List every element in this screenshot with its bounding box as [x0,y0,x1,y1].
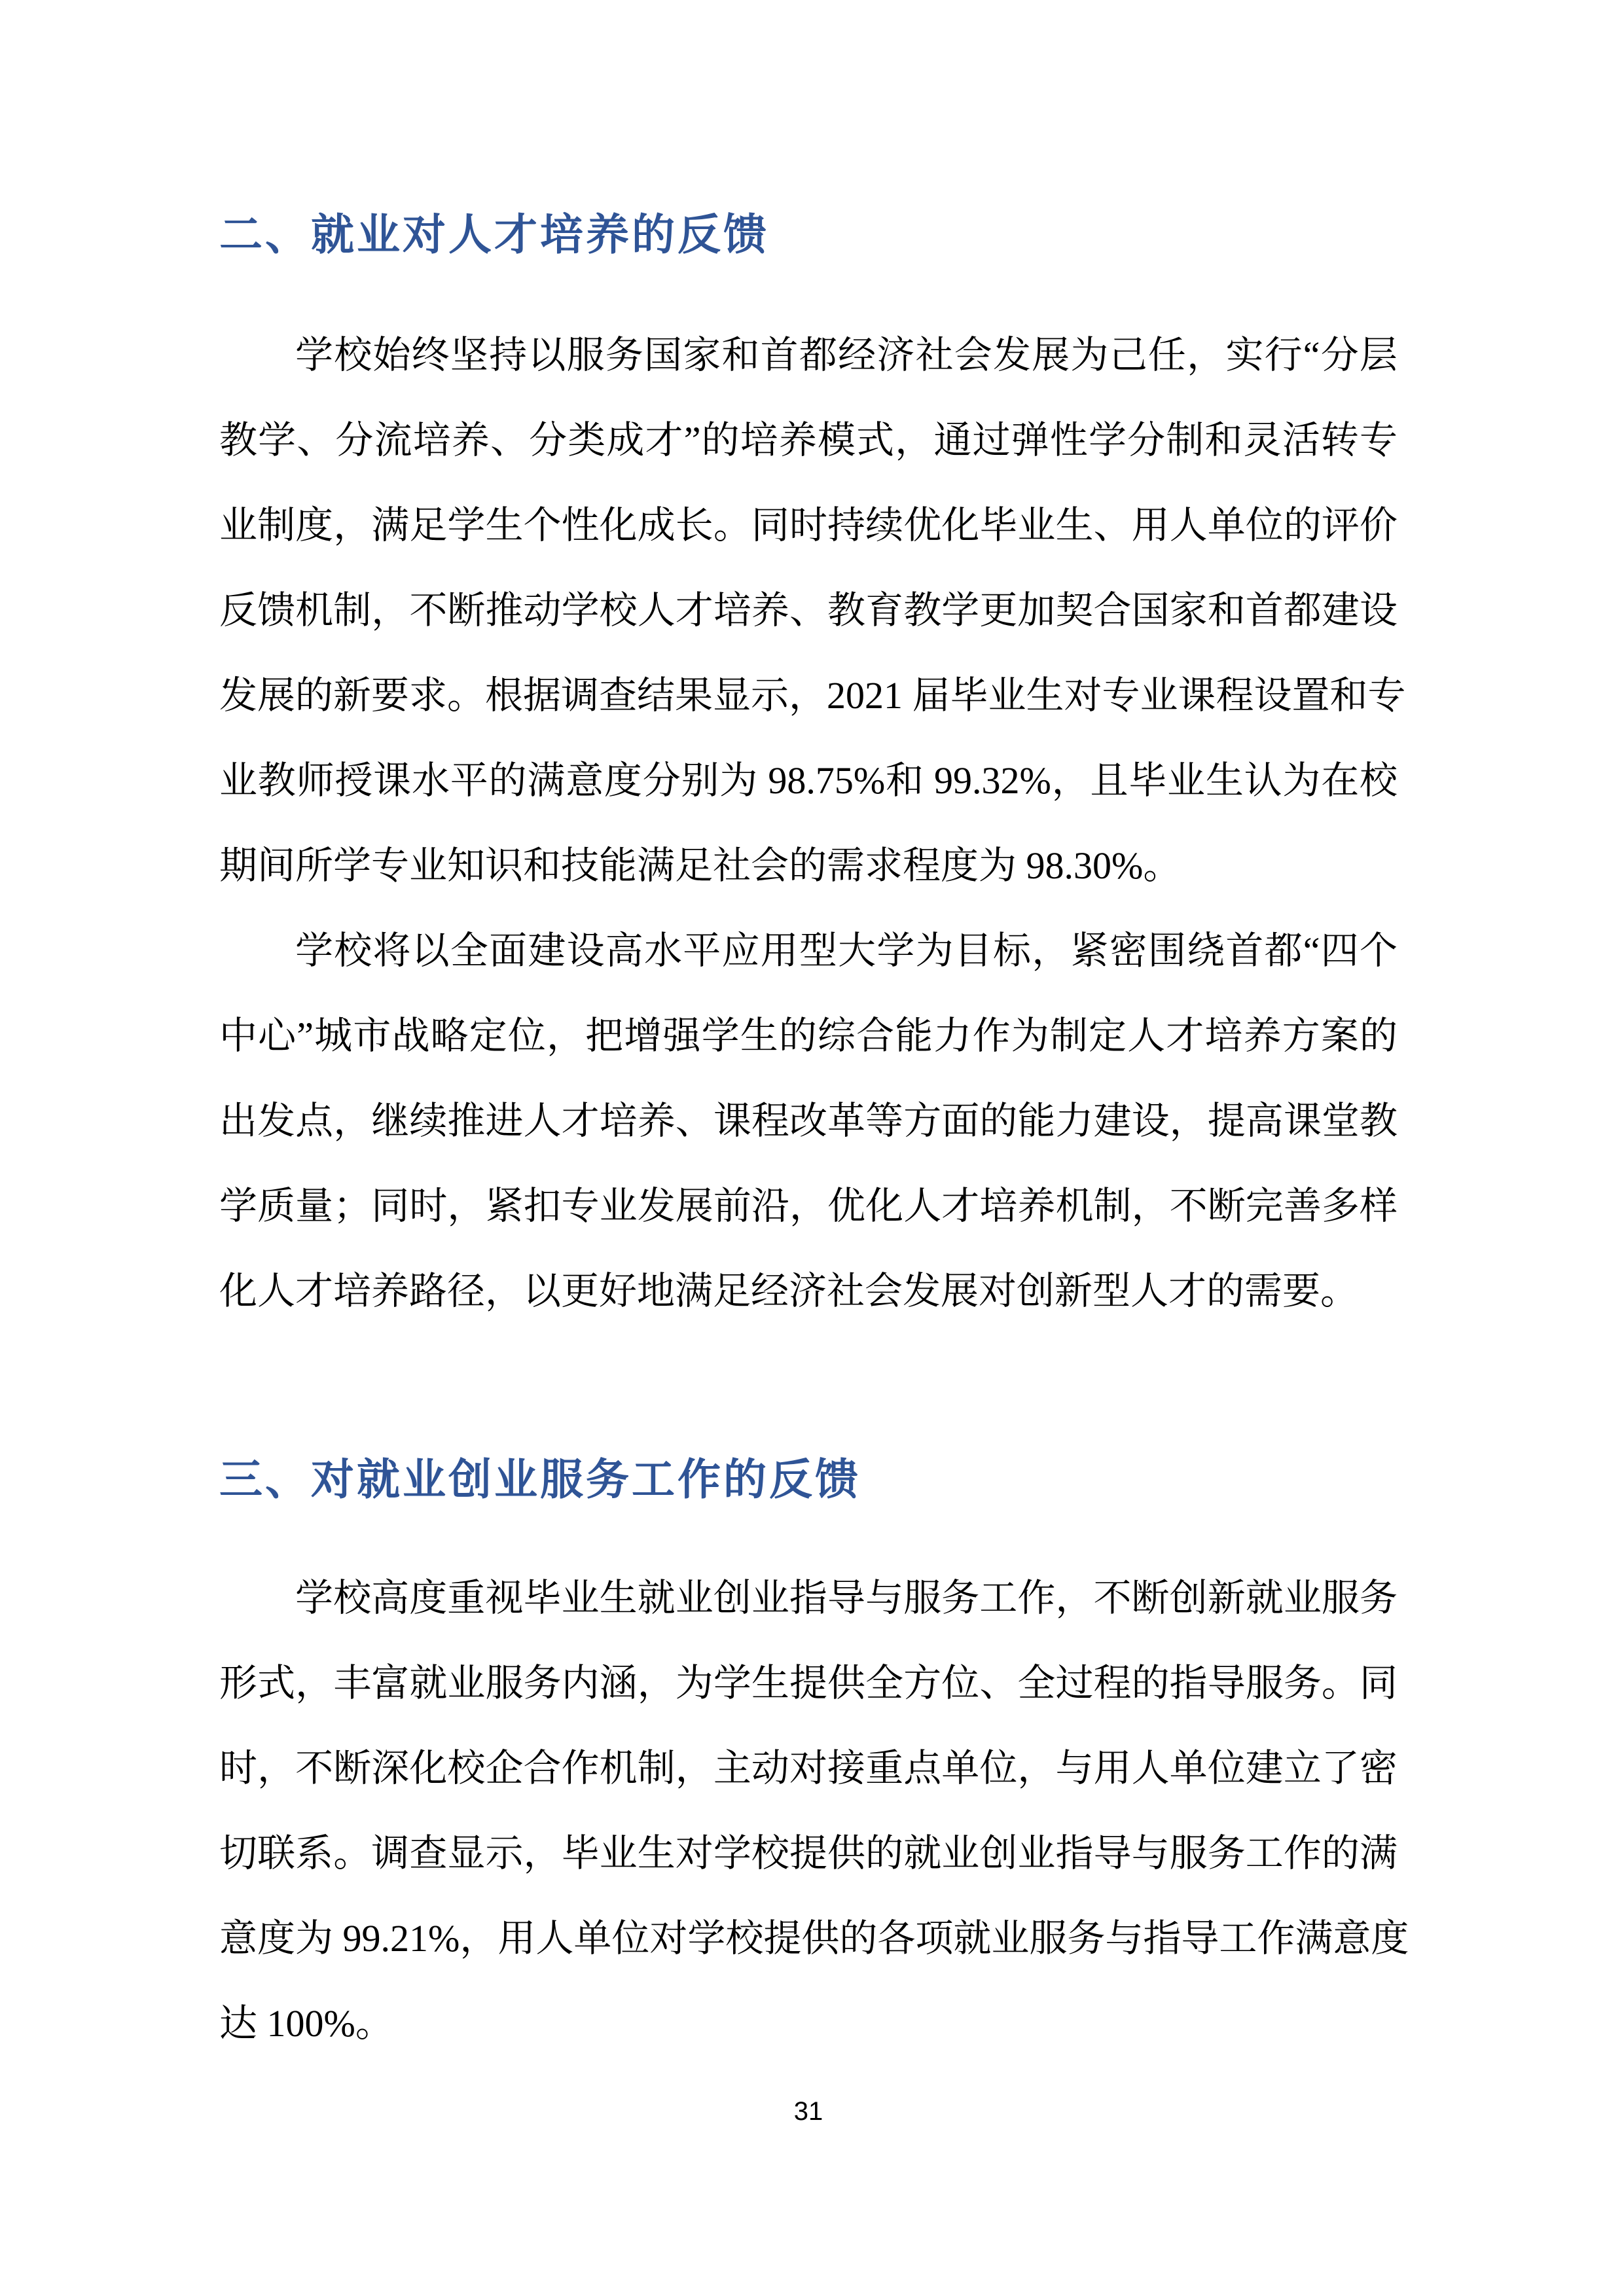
text-line: 学校高度重视毕业生就业创业指导与服务工作，不断创新就业服务 [295,1577,1398,1619]
text-line: 中心”城市战略定位，把增强学生的综合能力作为制定人才培养方案的 [219,1014,1398,1057]
text-line: 发展的新要求。根据调查结果显示，2021 届毕业生对专业课程设置和专 [219,674,1406,717]
section-heading-career-service-feedback: 三、对就业创业服务工作的反馈 [219,1456,861,1504]
text-line: 出发点，继续推进人才培养、课程改革等方面的能力建设，提高课堂教 [219,1100,1398,1142]
text-line: 业教师授课水平的满意度分别为 98.75%和 99.32%，且毕业生认为在校 [219,759,1398,802]
text-line: 形式，丰富就业服务内涵，为学生提供全方位、全过程的指导服务。同 [219,1662,1398,1704]
text-line: 业制度，满足学生个性化成长。同时持续优化毕业生、用人单位的评价 [219,504,1398,547]
section-heading-employment-feedback-on-training: 二、就业对人才培养的反馈 [219,211,769,259]
paragraph-training-feedback-2 [219,908,1398,1334]
text-line: 化人才培养路径，以更好地满足经济社会发展对创新型人才的需要。 [219,1270,1359,1312]
text-line: 学校始终坚持以服务国家和首都经济社会发展为己任，实行“分层 [295,334,1398,376]
text-line: 学质量；同时，紧扣专业发展前沿，优化人才培养机制，不断完善多样 [219,1185,1398,1227]
paragraph-training-feedback-1 [219,313,1406,908]
text-line: 意度为 99.21%，用人单位对学校提供的各项就业服务与指导工作满意度 [219,1917,1409,1960]
text-line: 期间所学专业知识和技能满足社会的需求程度为 98.30%。 [219,844,1182,887]
paragraph-career-service-feedback [219,1556,1409,2066]
page-number: 31 [793,2097,823,2126]
text-line: 切联系。调查显示，毕业生对学校提供的就业创业指导与服务工作的满 [219,1832,1398,1874]
text-line: 教学、分流培养、分类成才”的培养模式，通过弹性学分制和灵活转专 [219,419,1398,461]
text-line: 时，不断深化校企合作机制，主动对接重点单位，与用人单位建立了密 [219,1747,1398,1789]
text-line: 学校将以全面建设高水平应用型大学为目标，紧密围绕首都“四个 [295,929,1398,972]
text-line: 达 100%。 [219,2002,393,2045]
text-line: 反馈机制，不断推动学校人才培养、教育教学更加契合国家和首都建设 [219,589,1398,632]
